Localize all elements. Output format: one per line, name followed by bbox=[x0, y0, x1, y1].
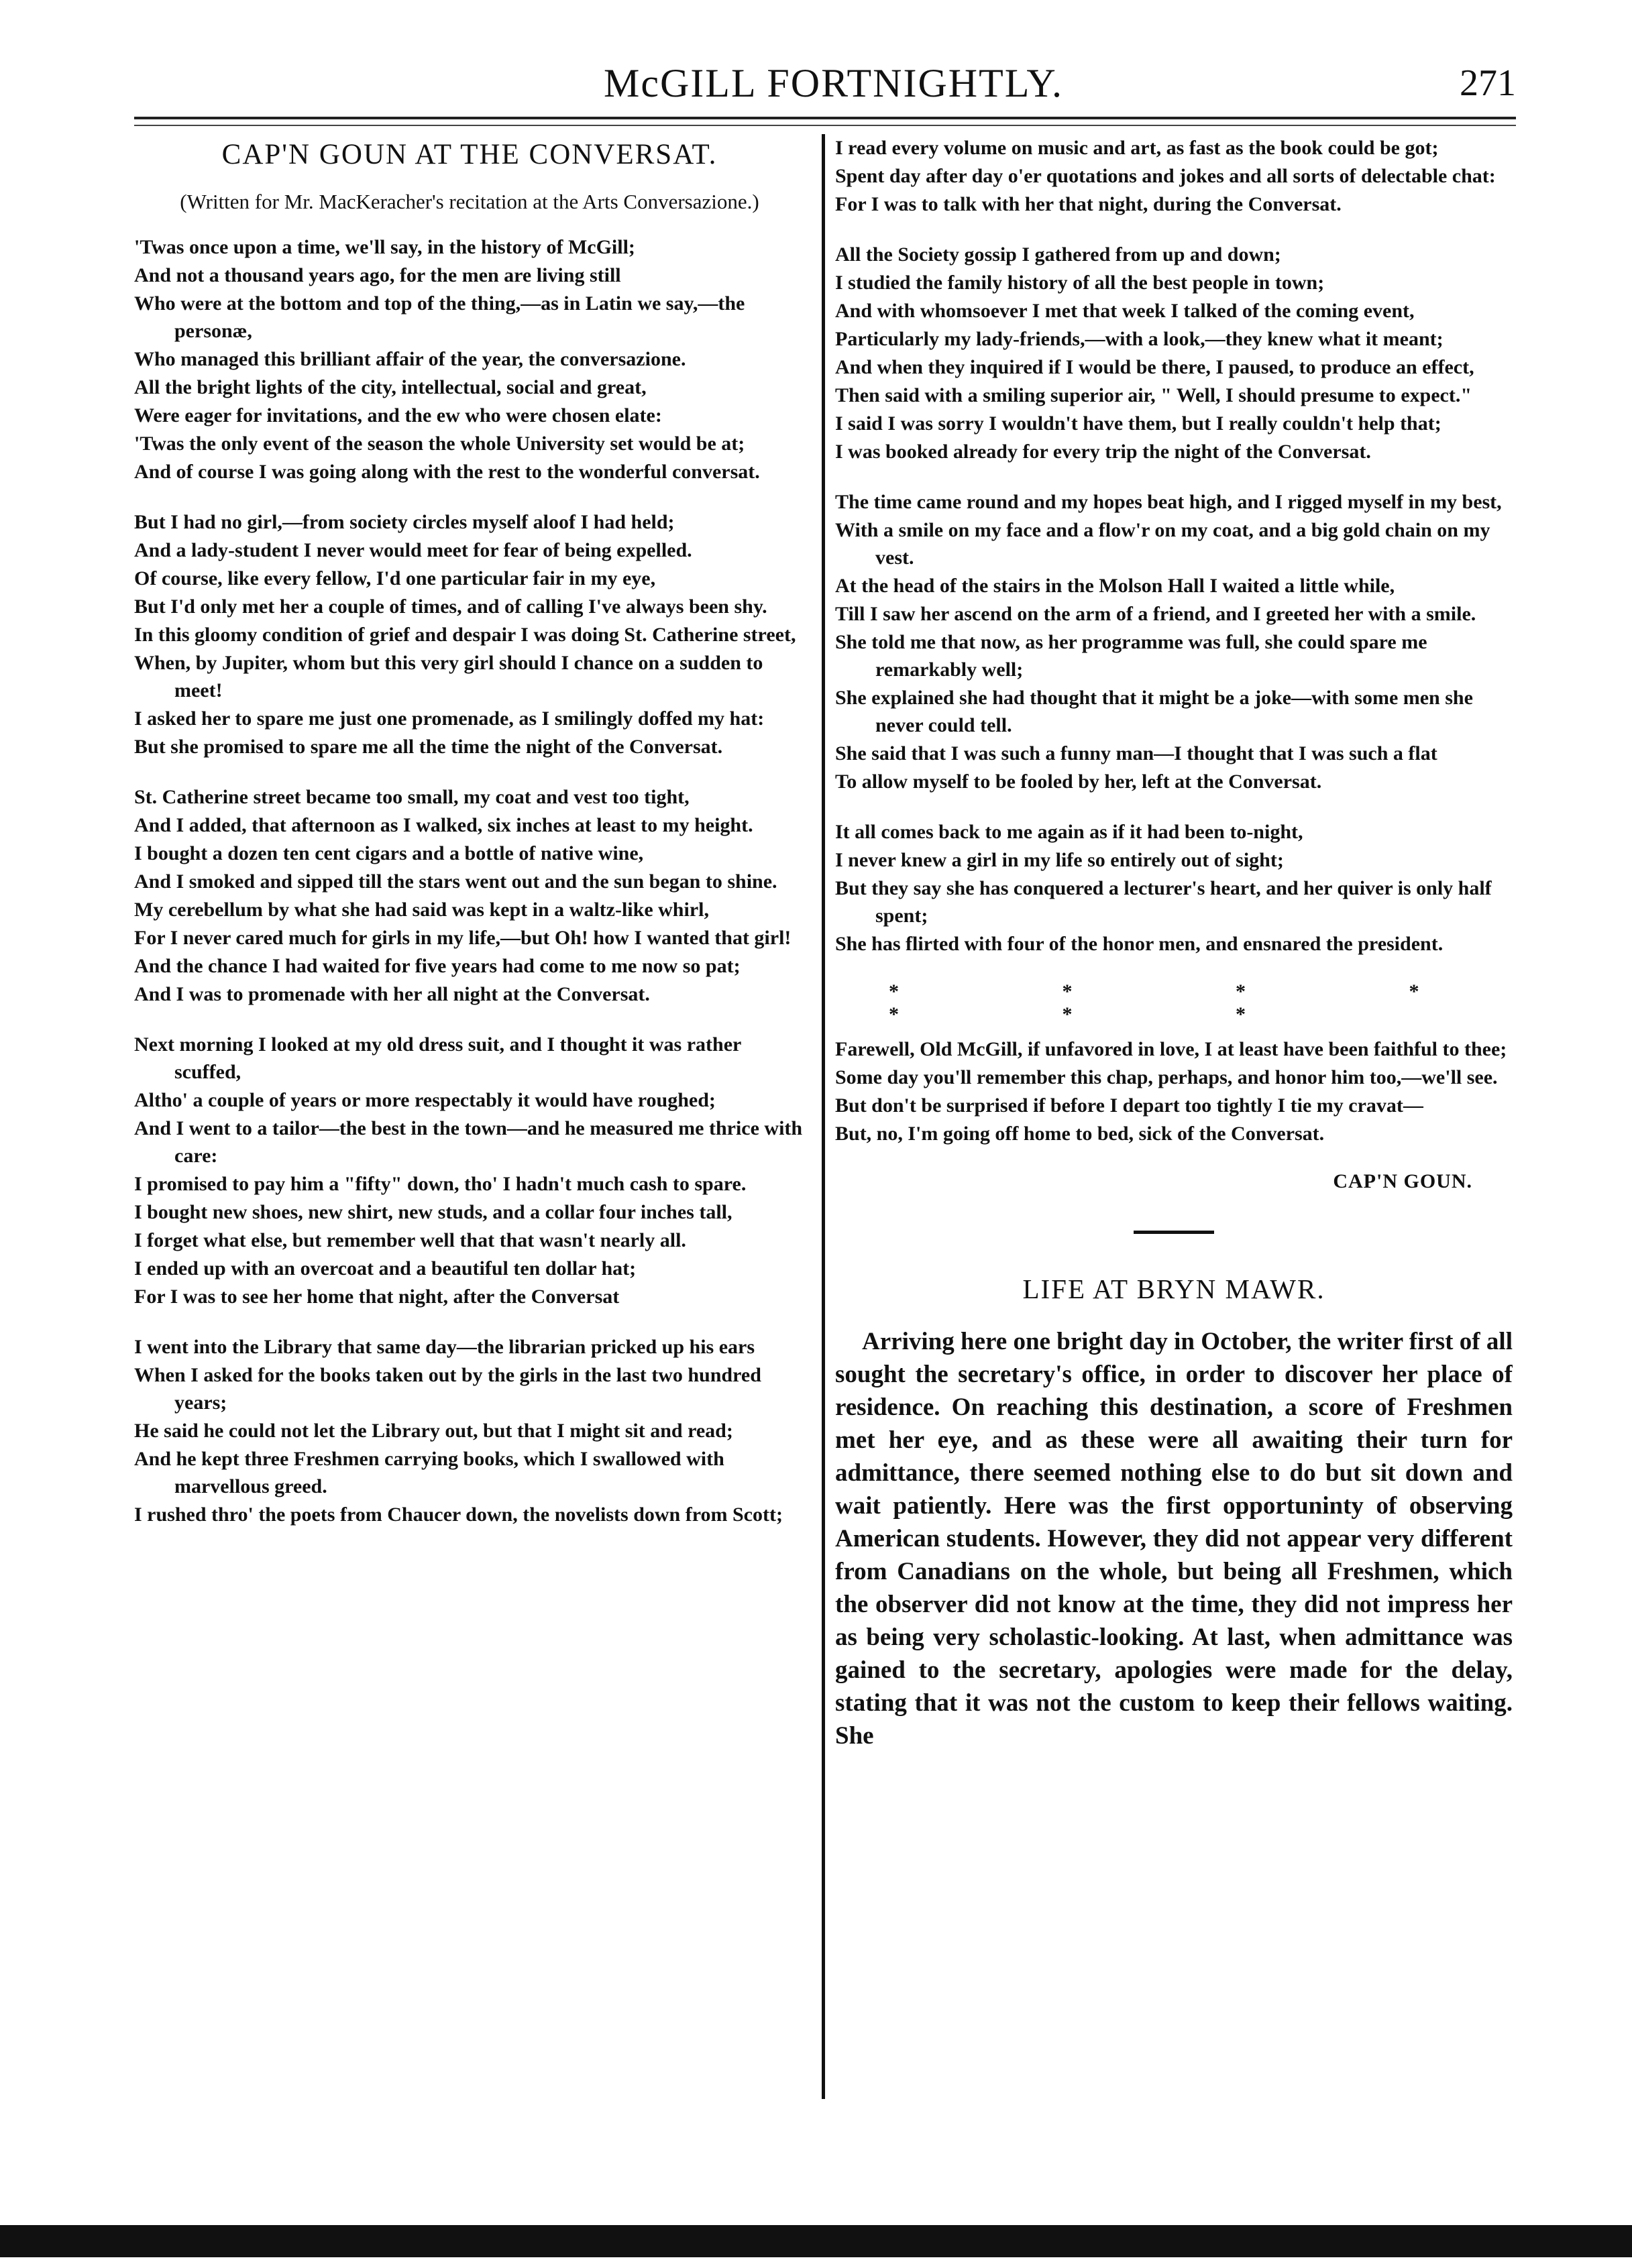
stanza bbox=[134, 508, 805, 760]
poem-title: CAP'N GOUN AT THE CONVERSAT. bbox=[221, 139, 718, 170]
poem-line: I ended up with an overcoat and a beautiful ten dollar hat; bbox=[134, 1257, 637, 1280]
poem-line: All the bright lights of the city, intellectual, social and great, bbox=[134, 376, 647, 398]
poem-line: And with whomsoever I met that week I talked of the coming event, bbox=[835, 300, 1415, 322]
article-title: LIFE AT BRYN MAWR. bbox=[1022, 1273, 1325, 1304]
poem-line: Till I saw her ascend on the arm of a friend, and I greeted her with a smile. bbox=[835, 603, 1476, 625]
page-number: 271 bbox=[1460, 62, 1516, 104]
right-column bbox=[835, 134, 1513, 2112]
poem-signature: CAP'N GOUN. bbox=[1333, 1170, 1472, 1192]
poem-line: All the Society gossip I gathered from up and down; bbox=[835, 243, 1281, 266]
poem-line: For I was to talk with her that night, during the Conversat. bbox=[835, 193, 1342, 215]
poem-line: But I'd only met her a couple of times, and of calling I've always been shy. bbox=[134, 596, 767, 618]
poem-stanzas-right bbox=[835, 134, 1513, 958]
poem-line: With a smile on my face and a flow'r on my coat, and a big gold chain on my vest. bbox=[835, 519, 1490, 569]
stanza bbox=[835, 818, 1513, 958]
poem-line: But don't be surprised if before I depart too tightly I tie my cravat— bbox=[835, 1094, 1423, 1117]
column-divider bbox=[822, 134, 825, 2099]
poem-line: At the head of the stairs in the Molson Hall I waited a little while, bbox=[835, 575, 1395, 597]
poem-line: 'Twas the only event of the season the whole University set would be at; bbox=[134, 433, 745, 455]
poem-line: She told me that now, as her programme was full, she could spare me remarkably well; bbox=[835, 631, 1427, 681]
poem-line: 'Twas once upon a time, we'll say, in the history of McGill; bbox=[134, 236, 635, 258]
poem-line: I rushed thro' the poets from Chaucer down, the novelists down from Scott; bbox=[134, 1504, 783, 1526]
poem-line: Spent day after day o'er quotations and jokes and all sorts of delectable chat: bbox=[835, 165, 1496, 187]
poem-line: For I never cared much for girls in my life,—but Oh! how I wanted that girl! bbox=[134, 927, 792, 949]
poem-line: St. Catherine street became too small, my coat and vest too tight, bbox=[134, 786, 690, 808]
poem-line: And I was to promenade with her all night at the Conversat. bbox=[134, 983, 650, 1005]
poem-line: And the chance I had waited for five years had come to me now so pat; bbox=[134, 955, 741, 977]
poem-line: I asked her to spare me just one promenade, as I smilingly doffed my hat: bbox=[134, 707, 765, 730]
stanza bbox=[134, 233, 805, 486]
poem-line: She has flirted with four of the honor men, and ensnared the president. bbox=[835, 933, 1444, 955]
stanza bbox=[134, 1031, 805, 1310]
poem-line: Particularly my lady-friends,—with a look,—they knew what it meant; bbox=[835, 328, 1444, 350]
poem-line: Next morning I looked at my old dress suit, and I thought it was rather scuffed, bbox=[134, 1033, 741, 1083]
poem-line: Some day you'll remember this chap, perhaps, and honor him too,—we'll see. bbox=[835, 1066, 1498, 1088]
journal-title: McGILL FORTNIGHTLY. bbox=[604, 61, 1063, 105]
poem-line: In this gloomy condition of grief and despair I was doing St. Catherine street, bbox=[134, 624, 796, 646]
poem-line: I said I was sorry I wouldn't have them, but I really couldn't help that; bbox=[835, 412, 1441, 435]
poem-line: Who were at the bottom and top of the thing,—as in Latin we say,—the personæ, bbox=[134, 292, 745, 342]
stanza bbox=[134, 783, 805, 1008]
poem-final-stanza bbox=[835, 1035, 1513, 1147]
poem-line: When, by Jupiter, whom but this very girl should I chance on a sudden to meet! bbox=[134, 652, 763, 701]
poem-line: I promised to pay him a "fifty" down, tho' I hadn't much cash to spare. bbox=[134, 1173, 747, 1195]
poem-line: Were eager for invitations, and the ew who were chosen elate: bbox=[134, 404, 662, 427]
stanza bbox=[134, 1333, 805, 1528]
poem-line: Then said with a smiling superior air, " Well, I should presume to expect." bbox=[835, 384, 1472, 406]
poem-line: Farewell, Old McGill, if unfavored in love, I at least have been faithful to thee; bbox=[835, 1038, 1507, 1060]
left-column bbox=[134, 134, 805, 2112]
section-stars: * * * * * * * bbox=[889, 980, 1499, 1025]
poem-line: And not a thousand years ago, for the men are living still bbox=[134, 264, 621, 286]
section-rule bbox=[1134, 1231, 1214, 1234]
poem-line: It all comes back to me again as if it had been to-night, bbox=[835, 821, 1303, 843]
poem-line: Of course, like every fellow, I'd one particular fair in my eye, bbox=[134, 567, 656, 589]
poem-line: But she promised to spare me all the time the night of the Conversat. bbox=[134, 736, 723, 758]
poem-line: But they say she has conquered a lecturer's heart, and her quiver is only half spent; bbox=[835, 877, 1492, 927]
poem-line: For I was to see her home that night, after the Conversat bbox=[134, 1286, 620, 1308]
page-header bbox=[134, 54, 1516, 134]
poem-line: And a lady-student I never would meet for fear of being expelled. bbox=[134, 539, 692, 561]
poem-line: Altho' a couple of years or more respectably it would have roughed; bbox=[134, 1089, 716, 1111]
poem-line: But I had no girl,—from society circles myself aloof I had held; bbox=[134, 511, 675, 533]
poem-line: And I added, that afternoon as I walked, six inches at least to my height. bbox=[134, 814, 753, 836]
poem-line: I went into the Library that same day—the librarian pricked up his ears bbox=[134, 1336, 755, 1358]
header-rule bbox=[134, 117, 1516, 119]
poem-line: My cerebellum by what she had said was kept in a waltz-like whirl, bbox=[134, 899, 709, 921]
poem-subtitle: (Written for Mr. MacKeracher's recitation at the Arts Conversazione.) bbox=[180, 190, 759, 213]
footer-bar bbox=[0, 2225, 1632, 2257]
poem-line: And I smoked and sipped till the stars went out and the sun began to shine. bbox=[134, 870, 777, 893]
poem-line: I studied the family history of all the best people in town; bbox=[835, 272, 1325, 294]
stanza bbox=[835, 488, 1513, 795]
stanza bbox=[835, 134, 1513, 218]
stanza bbox=[835, 241, 1513, 465]
poem-line: And he kept three Freshmen carrying books, which I swallowed with marvellous greed. bbox=[134, 1448, 724, 1497]
poem-line: I read every volume on music and art, as fast as the book could be got; bbox=[835, 137, 1439, 159]
poem-line: He said he could not let the Library out, but that I might sit and read; bbox=[134, 1420, 733, 1442]
poem-line: And I went to a tailor—the best in the town—and he measured me thrice with care: bbox=[134, 1117, 803, 1167]
poem-stanzas-left bbox=[134, 233, 805, 1528]
poem-line: She said that I was such a funny man—I thought that I was such a flat bbox=[835, 742, 1437, 764]
header-rule-thin bbox=[134, 125, 1516, 126]
poem-line: I bought new shoes, new shirt, new studs, and a collar four inches tall, bbox=[134, 1201, 732, 1223]
poem-line: And when they inquired if I would be there, I paused, to produce an effect, bbox=[835, 356, 1474, 378]
poem-line: But, no, I'm going off home to bed, sick of the Conversat. bbox=[835, 1123, 1325, 1145]
poem-line: She explained she had thought that it might be a joke—with some men she never could tell. bbox=[835, 687, 1473, 736]
poem-line: I forget what else, but remember well that that wasn't nearly all. bbox=[134, 1229, 686, 1251]
poem-line: And of course I was going along with the rest to the wonderful conversat. bbox=[134, 461, 760, 483]
poem-line: To allow myself to be fooled by her, left at the Conversat. bbox=[835, 771, 1322, 793]
poem-line: I was booked already for every trip the night of the Conversat. bbox=[835, 441, 1371, 463]
poem-line: The time came round and my hopes beat high, and I rigged myself in my best, bbox=[835, 491, 1502, 513]
poem-line: I never knew a girl in my life so entirely out of sight; bbox=[835, 849, 1284, 871]
poem-line: Who managed this brilliant affair of the year, the conversazione. bbox=[134, 348, 686, 370]
poem-line: I bought a dozen ten cent cigars and a bottle of native wine, bbox=[134, 842, 644, 864]
poem-line: When I asked for the books taken out by the girls in the last two hundred years; bbox=[134, 1364, 761, 1414]
article-paragraph: Arriving here one bright day in October, the writer first of all sought the secretary's office, in order to discover her place of residence. On reaching this destination, a score of Freshmen met her eye, and as these were all awaiting their turn for admittance, there seemed nothing else to do but sit down and wait patiently. Here was the first opportuninty of observing American students. However, they did not appear very different from Canadians on the whole, but being all Freshmen, which the observer did not know at the time, they did not impress her as being very scholastic-looking. At last, when admittance was gained to the secretary, apologies were made for the delay, stating that it was not the custom to keep their fellows waiting. She bbox=[835, 1328, 1513, 1750]
